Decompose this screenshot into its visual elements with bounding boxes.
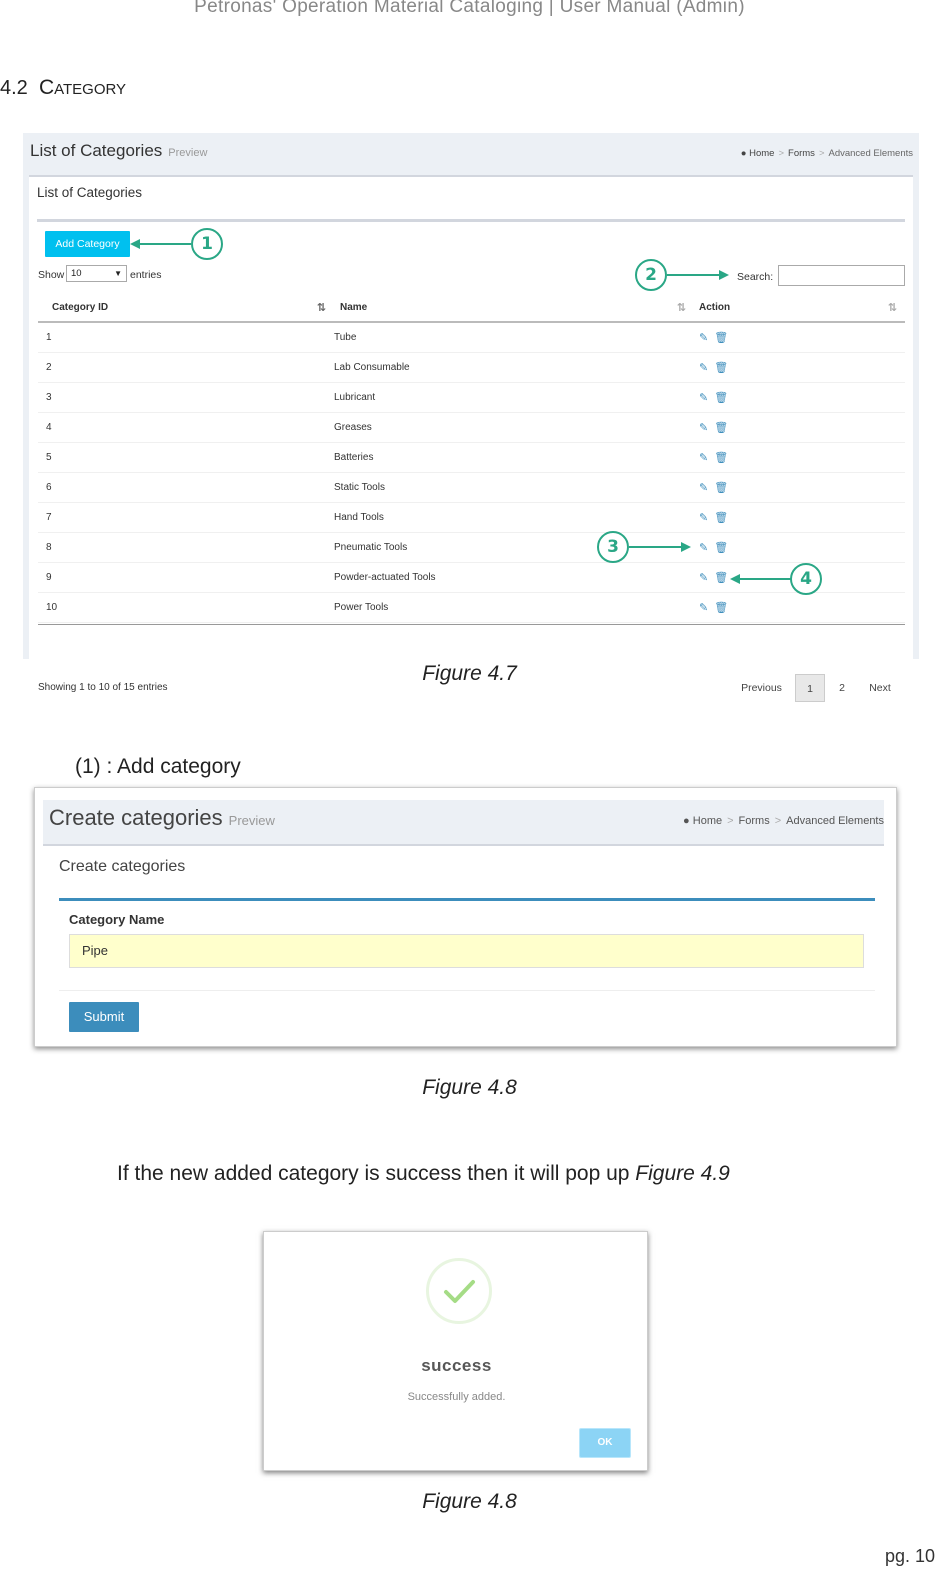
cell-id: 3: [38, 382, 334, 412]
cell-name: Tube: [334, 322, 694, 352]
category-table: [38, 294, 905, 623]
table-row: [38, 412, 905, 442]
checkmark-icon: [429, 1261, 489, 1321]
callout-2-arrowhead: [719, 270, 729, 280]
ok-button[interactable]: OK: [579, 1428, 631, 1458]
edit-icon[interactable]: ✎: [699, 361, 709, 374]
page-number: pg. 10: [884, 1546, 935, 1566]
section-title: Category: [38, 76, 127, 99]
table-row: [38, 562, 905, 592]
section-number: 4.2: [0, 77, 28, 99]
showing-entries-text: Showing 1 to 10 of 15 entries: [38, 682, 168, 693]
cell-name: Hand Tools: [334, 502, 694, 532]
table-row: [38, 532, 905, 562]
cell-action: [694, 352, 905, 382]
cell-name: Lab Consumable: [334, 352, 694, 382]
table-header-row: [38, 294, 905, 322]
column-action[interactable]: [694, 294, 905, 322]
cell-name: Batteries: [334, 442, 694, 472]
cell-action: [694, 502, 905, 532]
submit-button[interactable]: Submit: [69, 1002, 139, 1032]
box-title: List of Categories: [37, 185, 143, 200]
search-input[interactable]: [778, 265, 905, 286]
page-title-sub: Preview: [168, 147, 208, 159]
callout-3-arrow: [629, 546, 681, 548]
category-name-input[interactable]: Pipe: [69, 934, 864, 968]
table-row: [38, 592, 905, 622]
breadcrumb: ● Home > Forms > Advanced Elements: [683, 815, 884, 827]
trash-icon[interactable]: 🗑: [714, 601, 729, 614]
sort-icon: ⇅: [887, 302, 897, 314]
cell-action: [694, 322, 905, 352]
cell-name: Lubricant: [334, 382, 694, 412]
column-category-id[interactable]: [38, 294, 334, 322]
breadcrumb-forms[interactable]: Forms: [788, 148, 815, 159]
callout-4: 4: [790, 563, 822, 595]
cell-id: 6: [38, 472, 334, 502]
table-row: [38, 442, 905, 472]
success-dialog-screenshot: [263, 1231, 648, 1471]
trash-icon[interactable]: 🗑: [714, 541, 729, 554]
trash-icon[interactable]: 🗑: [714, 451, 729, 464]
cell-action: [694, 442, 905, 472]
cell-name: Power Tools: [334, 592, 694, 622]
edit-icon[interactable]: ✎: [699, 481, 709, 494]
column-label: Name: [340, 302, 368, 313]
dashboard-icon: ●: [683, 815, 690, 827]
entries-select[interactable]: [66, 265, 127, 282]
cell-id: 5: [38, 442, 334, 472]
breadcrumb-home[interactable]: Home: [692, 815, 723, 827]
paragraph-figure-ref: Figure 4.9: [635, 1162, 730, 1185]
pagination-page-2[interactable]: 2: [839, 682, 845, 694]
sort-asc-icon: ⇅: [316, 302, 326, 314]
table-row: [38, 322, 905, 352]
cell-id: 7: [38, 502, 334, 532]
breadcrumb-forms[interactable]: Forms: [738, 815, 770, 827]
figure-caption: Figure 4.8: [422, 1490, 517, 1513]
trash-icon[interactable]: 🗑: [714, 511, 729, 524]
callout-1: 1: [191, 228, 223, 260]
table-row: [38, 472, 905, 502]
breadcrumb-advanced: Advanced Elements: [786, 815, 884, 827]
create-category-screenshot: [34, 787, 897, 1047]
callout-2-arrow: [667, 274, 719, 276]
cell-name: Powder-actuated Tools: [334, 562, 694, 592]
breadcrumb: ● Home > Forms > Advanced Elements: [740, 148, 913, 159]
table-row: [38, 382, 905, 412]
cell-name: Greases: [334, 412, 694, 442]
edit-icon[interactable]: ✎: [699, 511, 709, 524]
add-category-button[interactable]: Add Category: [45, 231, 130, 257]
cell-id: 1: [38, 322, 334, 352]
pagination-next[interactable]: Next: [869, 682, 891, 694]
edit-icon[interactable]: ✎: [699, 601, 709, 614]
entries-label: entries: [130, 269, 162, 281]
breadcrumb-home[interactable]: Home: [749, 148, 775, 159]
trash-icon[interactable]: 🗑: [714, 571, 729, 584]
callout-3-arrowhead: [681, 542, 691, 552]
column-label: Category ID: [52, 302, 109, 313]
dialog-title: success: [421, 1356, 492, 1375]
cell-id: 4: [38, 412, 334, 442]
cell-action: [694, 382, 905, 412]
sort-icon: ⇅: [676, 302, 686, 314]
breadcrumb-advanced: Advanced Elements: [828, 148, 913, 159]
step-label: (1) : Add category: [75, 755, 241, 778]
cell-action: [694, 592, 905, 622]
trash-icon[interactable]: 🗑: [714, 421, 729, 434]
cell-id: 2: [38, 352, 334, 382]
trash-icon[interactable]: 🗑: [714, 361, 729, 374]
column-name[interactable]: [334, 294, 694, 322]
box-divider: [37, 219, 905, 222]
callout-1-arrow: [139, 243, 191, 245]
content-header: [43, 800, 884, 846]
edit-icon[interactable]: ✎: [699, 451, 709, 464]
cell-action: [694, 532, 905, 562]
dashboard-icon: ●: [740, 148, 747, 159]
caret-down-icon: ▼: [114, 269, 122, 278]
callout-2: 2: [635, 259, 667, 291]
entries-select-value: 10: [71, 268, 82, 279]
figure-caption: Figure 4.8: [422, 1076, 517, 1099]
pagination-previous[interactable]: Previous: [741, 682, 782, 694]
table-row: [38, 352, 905, 382]
success-check-icon: [426, 1258, 492, 1324]
cell-id: 9: [38, 562, 334, 592]
cell-id: 10: [38, 592, 334, 622]
paragraph-text: If the new added category is success then it will pop up: [117, 1162, 636, 1185]
table-footer-line: [38, 624, 905, 625]
edit-icon[interactable]: ✎: [699, 331, 709, 344]
category-name-label: Category Name: [69, 912, 165, 927]
column-label: Action: [699, 302, 731, 313]
edit-icon[interactable]: ✎: [699, 571, 709, 584]
edit-icon[interactable]: ✎: [699, 421, 709, 434]
edit-icon[interactable]: ✎: [699, 541, 709, 554]
cell-name: Static Tools: [334, 472, 694, 502]
cell-action: [694, 472, 905, 502]
trash-icon[interactable]: 🗑: [714, 331, 729, 344]
explanatory-paragraph: [117, 1162, 730, 1186]
cell-name: Pneumatic Tools: [334, 532, 694, 562]
callout-3: 3: [597, 531, 629, 563]
callout-4-arrow: [739, 578, 791, 580]
cell-id: 8: [38, 532, 334, 562]
edit-icon[interactable]: ✎: [699, 391, 709, 404]
trash-icon[interactable]: 🗑: [714, 391, 729, 404]
show-label: Show: [38, 269, 65, 281]
page-title-text: List of Categories: [30, 141, 163, 160]
page-title-text: Create categories: [49, 805, 223, 830]
page-title: [49, 805, 275, 831]
box-title: Create categories: [59, 858, 186, 875]
trash-icon[interactable]: 🗑: [714, 481, 729, 494]
page-title: [30, 141, 207, 161]
figure-caption: Figure 4.7: [422, 662, 517, 685]
form-divider: [59, 990, 875, 991]
dialog-message: Successfully added.: [407, 1391, 506, 1403]
search-label: Search:: [737, 271, 774, 283]
page-title-sub: Preview: [228, 813, 275, 828]
box-top-border: [59, 898, 875, 901]
document-header: Petronas' Operation Material Cataloging | User Manual (Admin): [194, 0, 745, 17]
section-heading: [0, 76, 126, 100]
table-row: [38, 502, 905, 532]
cell-action: [694, 412, 905, 442]
pagination-page-1[interactable]: 1: [795, 674, 825, 702]
